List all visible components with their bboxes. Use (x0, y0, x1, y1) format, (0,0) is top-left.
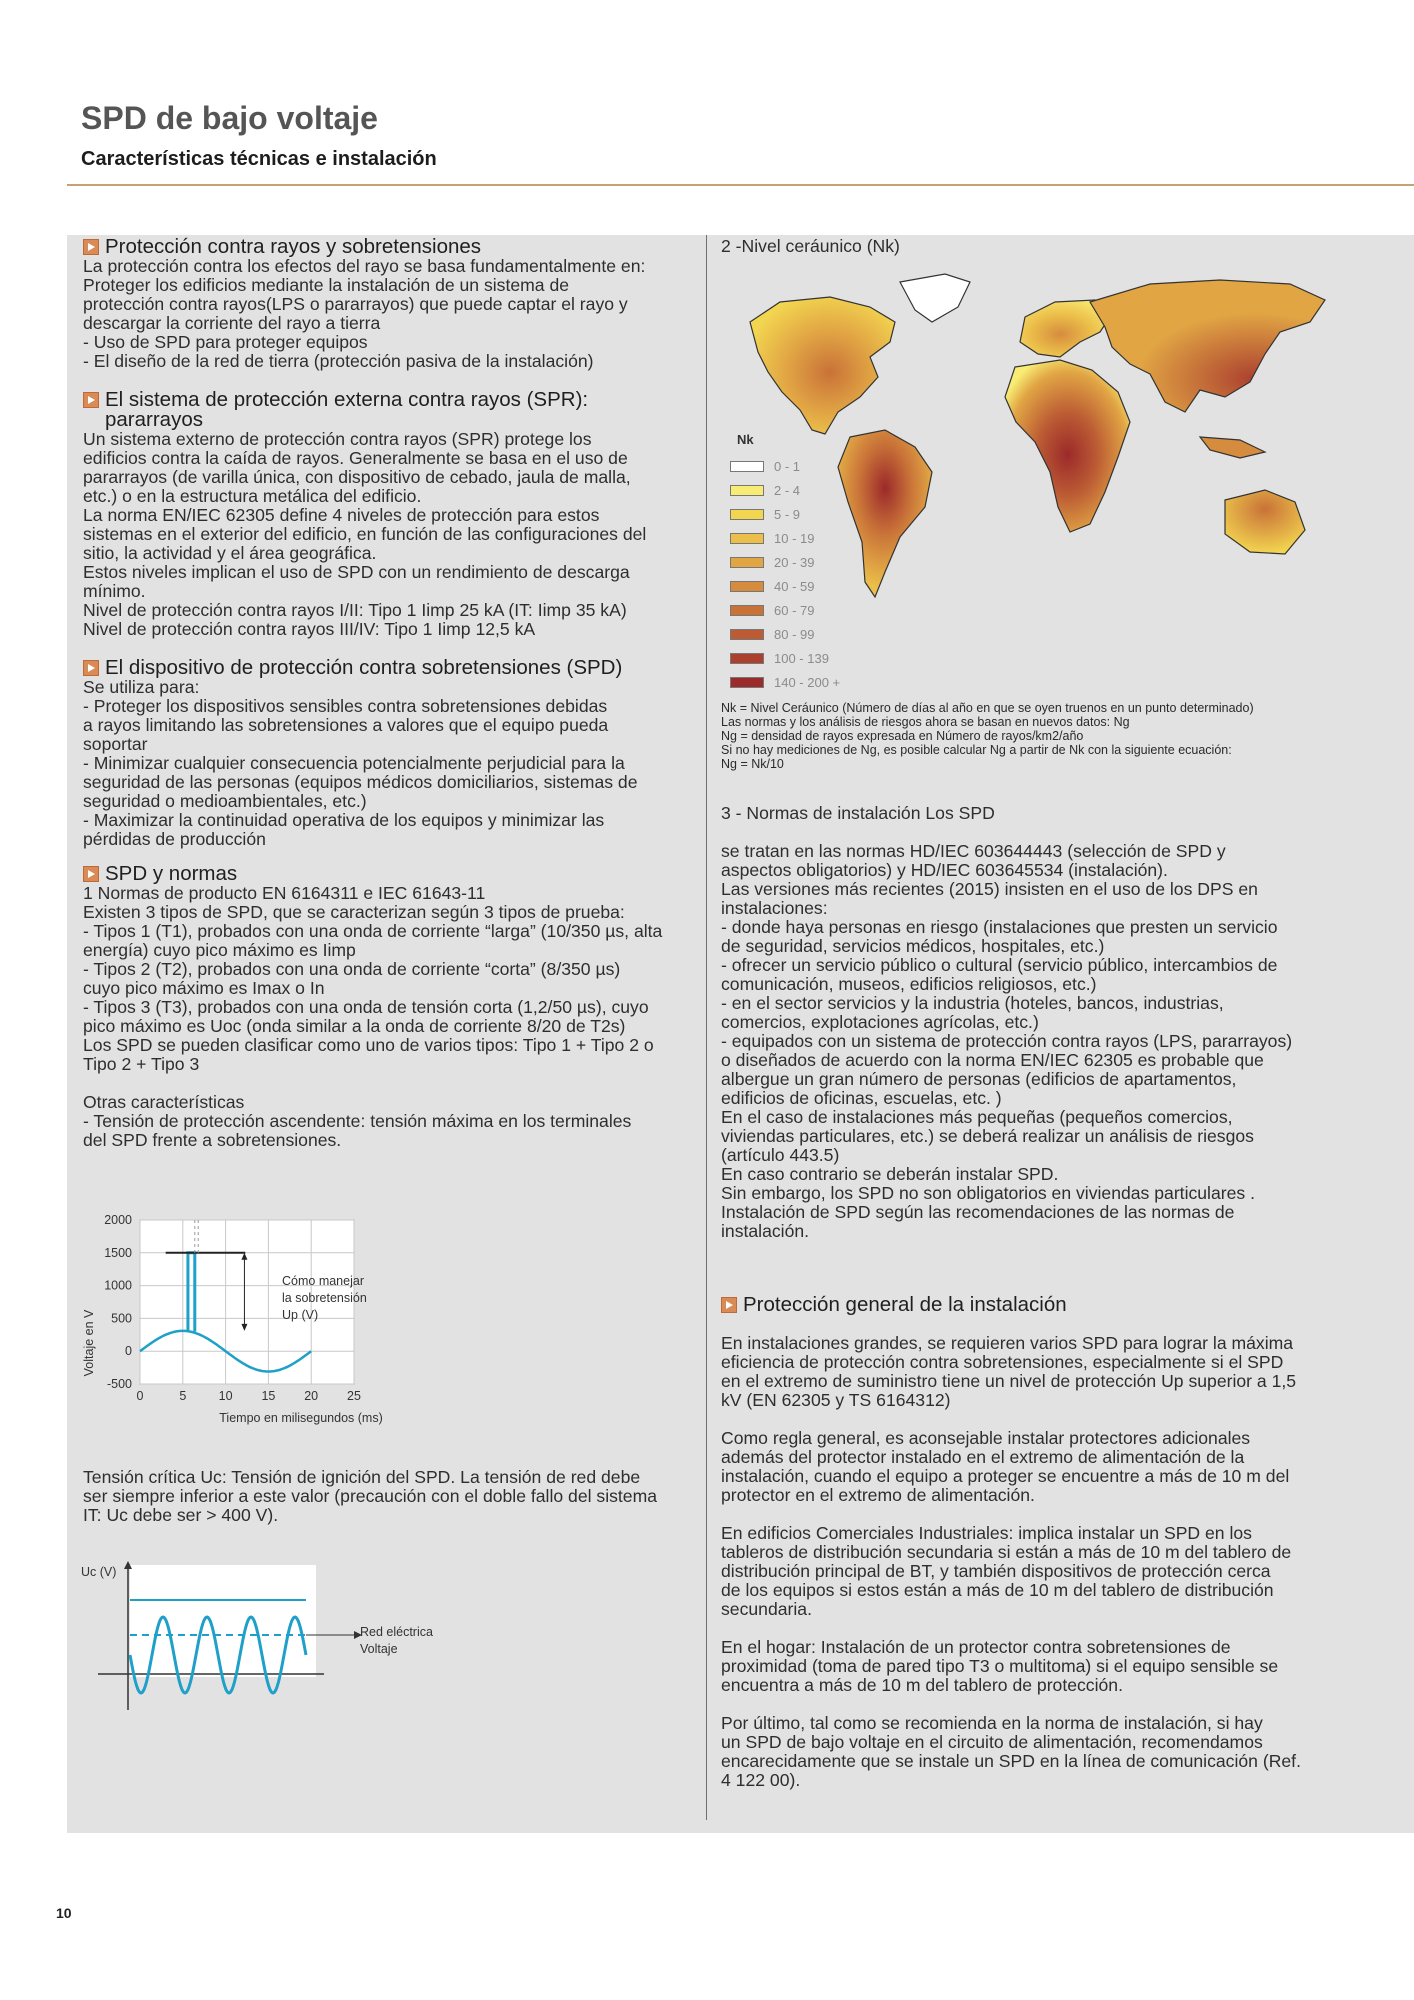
installation-norms-title: 3 - Normas de instalación Los SPD (721, 803, 995, 823)
list-item: - Minimizar cualquier consecuencia potencialmente perjudicial para la seguridad de las personas (equipos médicos domiciliarios, sistemas de seguridad o medioambientales, etc.) (83, 753, 638, 811)
uc-diagram (78, 1560, 458, 1720)
page-number: 10 (56, 1905, 72, 1921)
legend-swatch (730, 533, 764, 544)
general-protection-section (721, 1295, 1341, 1790)
bullet-list (83, 697, 695, 849)
chart-y-label: Voltaje en V (82, 1309, 96, 1377)
chart-y-tick: 1500 (104, 1245, 132, 1260)
section-text: En el hogar: Instalación de un protector contra sobretensiones de proximidad (toma de pared tipo T3 o multitoma) si el equipo sensible se encuentra a más de 10 m del tablero de protección. (721, 1637, 1279, 1695)
uc-legend-text (360, 1625, 433, 1656)
other-characteristics: Otras características - Tensión de protección ascendente: tensión máxima en los terminales del SPD frente a sobretensiones. (83, 1092, 632, 1150)
page-subtitle: Características técnicas e instalación (81, 148, 437, 170)
section-text: En edificios Comerciales Industriales: implica instalar un SPD en los tableros de distribución secundaria si están a más de 10 m del tablero de distribución principal de BT, y también dispositivos de protección cerca de los equipos si estos están a más de 10 m del tablero de distribución secundaria. (721, 1523, 1292, 1619)
list-item: - Uso de SPD para proteger equipos (83, 332, 368, 352)
legend-swatch (730, 485, 764, 496)
arrow-bullet-icon (83, 392, 99, 408)
chart-x-label: Tiempo en milisegundos (ms) (219, 1411, 383, 1425)
legend-item: 80 - 99 (730, 627, 814, 642)
legend-swatch (730, 581, 764, 592)
section-text: 1 Normas de producto EN 6164311 e IEC 61643-11 Existen 3 tipos de SPD, que se caracterizan según 3 tipos de prueba: - Tipos 1 (T1), probados con una onda de corriente “larga” (10/350 µs, alta energía) cuyo pico máximo es Iimp - Tipos 2 (T2), probados con una onda de corriente “corta” (8/350 µs) cuyo pico máximo es Imax o In - Tipos 3 (T3), probados con una onda de tensión corta (1,2/50 µs), cuyo pico máximo es Uoc (onda similar a la onda de corriente 8/20 de T2s) Los SPD se pueden clasificar como uno de varios tipos: Tipo 1 + Tipo 2 o Tipo 2 + Tipo 3 (83, 883, 663, 1074)
chart-y-tick: -500 (106, 1377, 132, 1391)
legend-swatch (730, 557, 764, 568)
arrow-bullet-icon (83, 239, 99, 255)
map-indonesia (1200, 437, 1265, 458)
chart-x-tick: 0 (136, 1389, 144, 1403)
uc-legend-line: Red eléctrica (360, 1625, 433, 1639)
arrow-bullet-icon (83, 660, 99, 676)
section-text: Como regla general, es aconsejable instalar protectores adicionales además del protector instalado en el extremo de alimentación de la instalación, cuando el equipo a proteger se encuentre a más de 10 m del protector en el extremo de alimentación. (721, 1428, 1290, 1505)
chart-x-tick: 10 (218, 1389, 233, 1403)
section-heading: SPD y normas (83, 864, 695, 884)
chart-x-tick: 15 (261, 1389, 276, 1403)
section-text: Por último, tal como se recomienda en la norma de instalación, si hay un SPD de bajo voltaje en el circuito de alimentación, recomendamos encarecidamente que se instale un SPD en la línea de comunicación (Ref. 4 122 00). (721, 1713, 1301, 1790)
chart-x-tick: 5 (179, 1389, 187, 1403)
title-divider (67, 184, 1414, 186)
legend-item: 0 - 1 (730, 459, 800, 474)
chart-annotation-line: Up (V) (282, 1308, 319, 1322)
uc-diagram-background (130, 1565, 316, 1677)
list-item: - Maximizar la continuidad operativa de los equipos y minimizar las pérdidas de producción (83, 810, 605, 849)
column-divider (706, 235, 707, 1820)
voltage-chart (78, 1203, 438, 1438)
chart-annotation-line: la sobretensión (282, 1291, 367, 1305)
uc-text: Tensión crítica Uc: Tensión de ignición del SPD. La tensión de red debe ser siempre inferior a este valor (precaución con el doble fallo del sistema IT: Uc debe ser > 400 V). (83, 1467, 658, 1525)
arrow-bullet-icon (721, 1297, 737, 1313)
legend-swatch (730, 509, 764, 520)
chart-y-tick: 2000 (104, 1213, 132, 1227)
list-item: - El diseño de la red de tierra (protección pasiva de la instalación) (83, 351, 594, 371)
legend-item: 2 - 4 (730, 483, 800, 498)
chart-x-tick: 20 (304, 1389, 319, 1403)
map-africa (1005, 360, 1130, 532)
legend-item: 100 - 139 (730, 651, 829, 666)
list-item: - Proteger los dispositivos sensibles contra sobretensiones debidas a rayos limitando las sobretensiones a valores que el equipo pueda soportar (83, 696, 609, 754)
legend-title: Nk (737, 432, 754, 447)
installation-norms-text: se tratan en las normas HD/IEC 603644443 (selección de SPD y aspectos obligatorios) y HD/IEC 603645534 (instalación). Las versiones más recientes (2015) insisten en el uso de los DPS en instalaciones: - donde haya personas en riesgo (instalaciones que presten un servicio de seguridad, servicios médicos, hospitales, etc.) - ofrecer un servicio público o cultural (servicio público, intercambios de comunicación, museos, edificios religiosos, etc.) - en el sector servicios y la industria (hoteles, bancos, industrias, comercios, explotaciones agrícolas, etc.) - equipados con un sistema de protección contra rayos (LPS, pararrayos) o diseñados de acuerdo con la norma EN/IEC 62305 es probable que albergue un gran número de personas (edificios de apartamentos, edificios de oficinas, escuelas, etc. ) En el caso de instalaciones más pequeñas (pequeños comercios, viviendas particulares, etc.) se deberá realizar un análisis de riesgos (artículo 443.5) En caso contrario se deberán instalar SPD. Sin embargo, los SPD no son obligatorios en viviendas particulares . Instalación de SPD según las recomendaciones de las normas de instalación. (721, 841, 1293, 1241)
chart-annotation-line: Cómo manejar (282, 1274, 364, 1288)
legend-item: 5 - 9 (730, 507, 800, 522)
map-title: 2 -Nivel ceráunico (Nk) (721, 236, 900, 256)
chart-x-tick: 25 (347, 1389, 361, 1403)
legend-swatch (730, 605, 764, 616)
legend-item: 60 - 79 (730, 603, 814, 618)
map-notes: Nk = Nivel Ceráunico (Número de días al año en que se oyen truenos en un punto determinado) Las normas y los análisis de riesgos ahora se basan en nuevos datos: Ng Ng = densidad de rayos expresada en Número de rayos/km2/año Si no hay mediciones de Ng, es posible calcular Ng a partir de Nk con la siguiente ecuación: Ng = Nk/10 (721, 701, 1254, 771)
legend-swatch (730, 629, 764, 640)
uc-y-label: Uc (V) (81, 1565, 117, 1579)
map-greenland (900, 274, 970, 322)
page-title: SPD de bajo voltaje (81, 100, 378, 136)
map-asia (1090, 280, 1325, 412)
section-heading: El dispositivo de protección contra sobretensiones (SPD) (83, 658, 695, 678)
section-text: En instalaciones grandes, se requieren varios SPD para lograr la máxima eficiencia de protección contra sobretensiones, especialmente si el SPD en el extremo de suministro tiene un nivel de protección Up superior a 1,5 kV (EN 62305 y TS 6164312) (721, 1333, 1297, 1410)
map-north-america (750, 297, 895, 434)
section-heading: Protección general de la instalación (721, 1295, 1341, 1315)
legend-swatch (730, 461, 764, 472)
left-column (83, 237, 695, 1150)
chart-y-tick: 1000 (104, 1278, 132, 1293)
chart-y-tick: 500 (111, 1311, 132, 1326)
legend-swatch (730, 677, 764, 688)
legend-item: 40 - 59 (730, 579, 814, 594)
legend-swatch (730, 653, 764, 664)
section-text: La protección contra los efectos del rayo se basa fundamentalmente en: Proteger los edificios mediante la instalación de un sistema de protección contra rayos(LPS o pararrayos) que puede captar el rayo y descargar la corriente del rayo a tierra (83, 256, 646, 333)
section-heading: Protección contra rayos y sobretensiones (83, 237, 695, 257)
chart-y-tick: 0 (125, 1344, 132, 1359)
map-south-america (838, 430, 932, 597)
arrow-bullet-icon (83, 866, 99, 882)
bullet-list (83, 333, 695, 371)
section-heading: El sistema de protección externa contra rayos (SPR): pararrayos (83, 390, 695, 430)
legend-item: 10 - 19 (730, 531, 814, 546)
uc-legend-line: Voltaje (360, 1642, 398, 1656)
map-australia (1225, 490, 1305, 554)
section-text: Se utiliza para: (83, 677, 200, 697)
legend-item: 140 - 200 + (730, 675, 840, 690)
legend-item: 20 - 39 (730, 555, 814, 570)
section-text: Un sistema externo de protección contra rayos (SPR) protege los edificios contra la caída de rayos. Generalmente se basa en el uso de pararrayos (de varilla única, con dispositivo de cebado, jaula de malla, etc.) o en la estructura metálica del edificio. La norma EN/IEC 62305 define 4 niveles de protección para estos sistemas en el exterior del edificio, en función de las configuraciones del sitio, la actividad y el área geográfica. Estos niveles implican el uso de SPD con un rendimiento de descarga mínimo. Nivel de protección contra rayos I/II: Tipo 1 Iimp 25 kA (IT: Iimp 35 kA) Nivel de protección contra rayos III/IV: Tipo 1 Iimp 12,5 kA (83, 429, 647, 639)
